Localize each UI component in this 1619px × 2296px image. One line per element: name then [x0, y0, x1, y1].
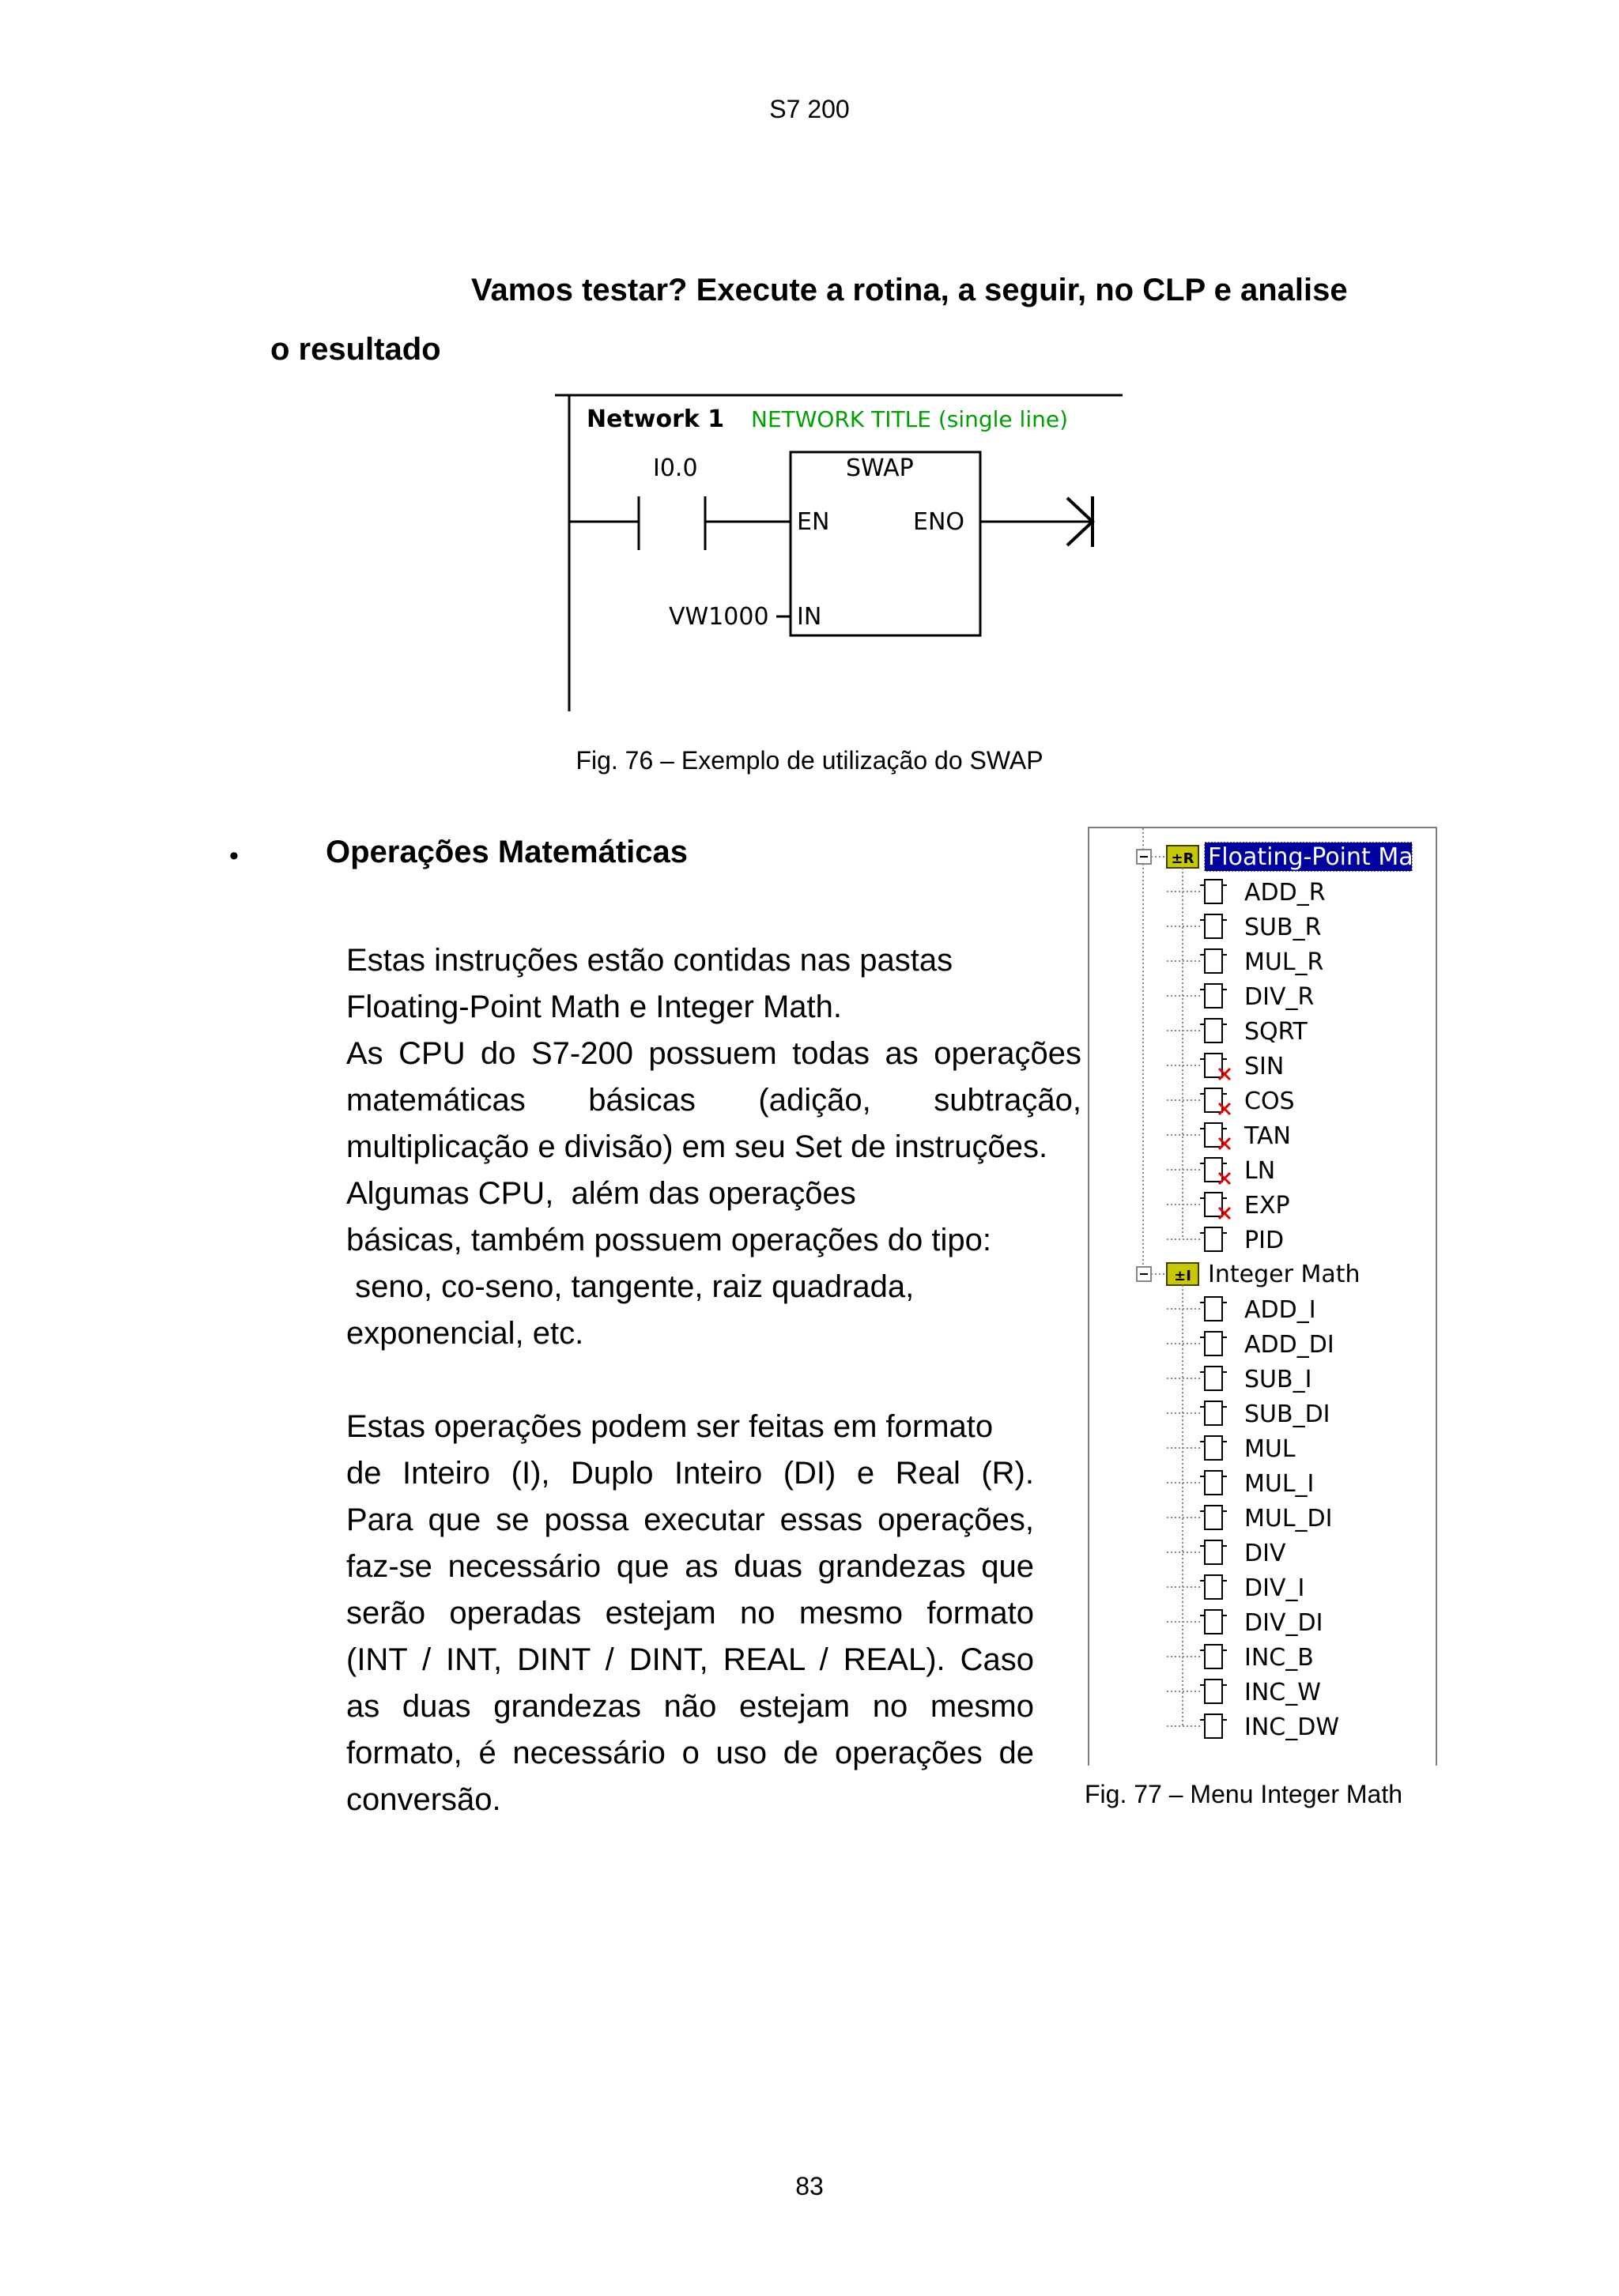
in-label: IN — [797, 603, 822, 631]
running-header: S7 200 — [769, 95, 850, 123]
instruction-tree — [1089, 828, 1436, 1766]
paragraph-1 — [346, 937, 1081, 1357]
tree-item-add-di[interactable]: ADD_DI — [1244, 1331, 1334, 1359]
p1-line: seno, co-seno, tangente, raiz quadrada, — [346, 1269, 915, 1304]
instruction-box-icon — [1205, 1506, 1222, 1529]
instruction-box-icon — [1205, 1436, 1222, 1460]
instruction-box-icon — [1205, 949, 1222, 973]
tree-item-div-di[interactable]: DIV_DI — [1244, 1609, 1323, 1637]
p1-line: As CPU do S7-200 possuem todas as operações — [346, 1036, 1081, 1071]
intro-line-1: Vamos testar? Execute a rotina, a seguir, no CLP e analise — [471, 273, 1348, 307]
instruction-box-icon — [1205, 1054, 1222, 1077]
folder-integer-math[interactable]: Integer Math — [1208, 1261, 1360, 1288]
tree-item-sub-r[interactable]: SUB_R — [1244, 914, 1322, 941]
tree-item-inc-b[interactable]: INC_B — [1244, 1644, 1314, 1672]
instruction-box-icon — [1205, 1367, 1222, 1390]
p2-line: formato, é necessário o uso de operações de — [346, 1736, 1034, 1770]
instruction-box-icon — [1205, 1297, 1222, 1321]
tree-item-div-r[interactable]: DIV_R — [1244, 983, 1315, 1011]
bullet: • — [229, 841, 239, 871]
tree-item-exp[interactable]: EXP — [1244, 1192, 1290, 1220]
instruction-box-icon — [1205, 1019, 1222, 1042]
p1-line: matemáticas básicas (adição, subtração, — [346, 1083, 1081, 1118]
fig76-caption: Fig. 76 – Exemplo de utilização do SWAP — [576, 746, 1043, 775]
instruction-box-icon — [1205, 1610, 1222, 1634]
tree-item-div[interactable]: DIV — [1244, 1540, 1286, 1567]
instruction-box-icon — [1205, 880, 1222, 903]
p1-line: exponencial, etc. — [346, 1316, 584, 1351]
p2-line: de Inteiro (I), Duplo Inteiro (DI) e Real (R). — [346, 1456, 1034, 1491]
tree-item-sub-di[interactable]: SUB_DI — [1244, 1401, 1330, 1428]
en-label: EN — [797, 508, 830, 536]
instruction-box-icon — [1205, 1158, 1222, 1182]
tree-item-inc-w[interactable]: INC_W — [1244, 1679, 1321, 1706]
tree-item-mul[interactable]: MUL — [1244, 1435, 1296, 1463]
page-number: 83 — [795, 2172, 824, 2200]
tree-item-tan[interactable]: TAN — [1244, 1122, 1291, 1150]
network-label: Network 1 — [587, 405, 725, 433]
instruction-box-icon — [1205, 1680, 1222, 1703]
p1-line: Algumas CPU, além das operações — [346, 1176, 856, 1211]
p1-line: Estas instruções estão contidas nas pastas — [346, 943, 953, 978]
instruction-box-icon — [1205, 1575, 1222, 1599]
tree-item-sub-i[interactable]: SUB_I — [1244, 1366, 1312, 1393]
instruction-tree-panel — [1088, 827, 1437, 1766]
instruction-box-icon — [1205, 1714, 1222, 1738]
intro-line-2: o resultado — [270, 332, 441, 367]
instruction-box-icon — [1205, 1645, 1222, 1668]
p1-line: Floating-Point Math e Integer Math. — [346, 990, 842, 1024]
tree-item-inc-dw[interactable]: INC_DW — [1244, 1714, 1339, 1741]
tree-item-mul-di[interactable]: MUL_DI — [1244, 1505, 1333, 1533]
p1-line: básicas, também possuem operações do tipo: — [346, 1223, 991, 1257]
tree-item-mul-i[interactable]: MUL_I — [1244, 1470, 1315, 1498]
swap-box-title: SWAP — [846, 454, 914, 482]
fig77-caption: Fig. 77 – Menu Integer Math — [1085, 1780, 1402, 1808]
instruction-box-icon — [1205, 1088, 1222, 1112]
tree-item-add-i[interactable]: ADD_I — [1244, 1296, 1316, 1324]
folder-badge: ±I — [1174, 1268, 1191, 1284]
network-title: NETWORK TITLE (single line) — [751, 406, 1069, 432]
eno-label: ENO — [913, 508, 965, 536]
p2-line: Para que se possa executar essas operações, — [346, 1502, 1034, 1537]
instruction-box-icon — [1205, 1471, 1222, 1495]
p2-line: conversão. — [346, 1782, 501, 1817]
p2-line: Estas operações podem ser feitas em formato — [346, 1409, 994, 1444]
instruction-box-icon — [1205, 914, 1222, 938]
instruction-box-icon — [1205, 1227, 1222, 1251]
tree-item-div-i[interactable]: DIV_I — [1244, 1574, 1305, 1602]
folder-floating-point-math[interactable]: Floating-Point Math — [1208, 843, 1436, 871]
folder-badge: ±R — [1171, 850, 1194, 867]
p2-line: faz-se necessário que as duas grandezas que — [346, 1549, 1034, 1584]
tree-item-add-r[interactable]: ADD_R — [1244, 879, 1326, 907]
p2-line: (INT / INT, DINT / DINT, REAL / REAL). Caso — [346, 1642, 1034, 1677]
instruction-box-icon — [1205, 1540, 1222, 1564]
contact-address: I0.0 — [653, 454, 698, 482]
tree-item-sqrt[interactable]: SQRT — [1244, 1018, 1308, 1046]
instruction-box-icon — [1205, 984, 1222, 1008]
p2-line: as duas grandezas não estejam no mesmo — [346, 1689, 1034, 1724]
tree-item-cos[interactable]: COS — [1244, 1088, 1295, 1115]
instruction-box-icon — [1205, 1123, 1222, 1147]
tree-item-ln[interactable]: LN — [1244, 1157, 1276, 1185]
paragraph-2 — [346, 1404, 1034, 1823]
instruction-box-icon — [1205, 1193, 1222, 1216]
tree-item-pid[interactable]: PID — [1244, 1227, 1285, 1254]
p1-line: multiplicação e divisão) em seu Set de instruções. — [346, 1129, 1048, 1164]
in-operand: VW1000 — [669, 603, 769, 631]
section-title: Operações Matemáticas — [326, 835, 689, 869]
instruction-box-icon — [1205, 1401, 1222, 1425]
instruction-box-icon — [1205, 1332, 1222, 1355]
tree-item-sin[interactable]: SIN — [1244, 1053, 1285, 1080]
tree-item-mul-r[interactable]: MUL_R — [1244, 948, 1324, 976]
p2-line: serão operadas estejam no mesmo formato — [346, 1596, 1034, 1631]
ladder-diagram-swap — [545, 387, 1130, 719]
